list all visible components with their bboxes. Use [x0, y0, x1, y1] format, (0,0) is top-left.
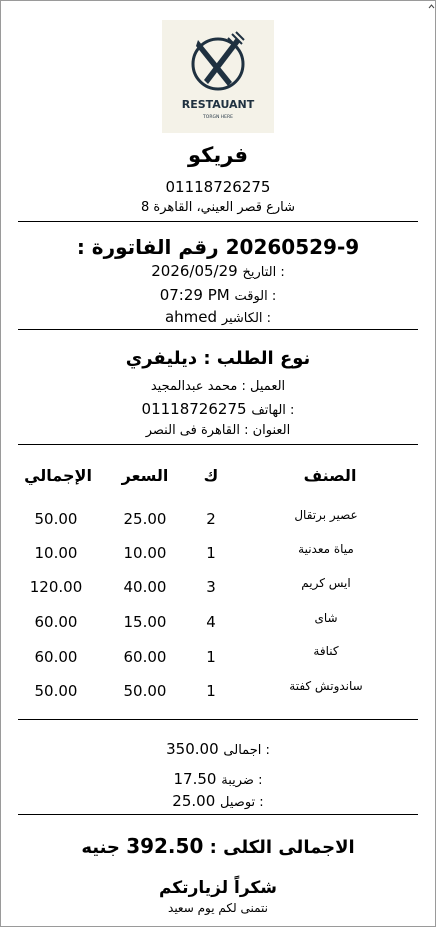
row-price: 50.00	[123, 682, 167, 700]
order-customer-label: العميل :	[241, 379, 286, 394]
subtotal-value: 350.00	[166, 740, 219, 758]
col-header-item: الصنف	[303, 466, 357, 485]
invoice-date-label: التاريخ :	[242, 265, 285, 280]
order-phone-label: الهاتف :	[251, 403, 295, 418]
row-item-name: ساندوتش كفتة	[289, 679, 363, 693]
delivery-label: توصيل :	[220, 795, 264, 810]
order-address-line	[0, 423, 436, 438]
col-header-total: الإجمالي	[24, 466, 92, 485]
logo-graphic	[162, 20, 274, 133]
row-qty: 1	[206, 648, 216, 666]
divider	[18, 719, 418, 720]
order-address-label: العنوان :	[244, 423, 291, 438]
row-price: 60.00	[123, 648, 167, 666]
divider	[18, 444, 418, 445]
row-qty: 1	[206, 544, 216, 562]
restaurant-address: شارع قصر العيني، القاهرة 8	[140, 200, 296, 215]
grand-total-value: 392.50	[126, 834, 204, 858]
order-customer-value: محمد عبدالمجيد	[150, 379, 238, 394]
restaurant-phone: 01118726275	[165, 178, 271, 196]
restaurant-logo	[162, 20, 274, 133]
row-qty: 2	[206, 510, 216, 528]
delivery-line	[0, 792, 436, 810]
logo-text: RESTAUANT	[181, 98, 255, 111]
logo-tagline: TORGN HERE	[203, 115, 233, 120]
tax-value: 17.50	[173, 770, 217, 788]
row-qty: 1	[206, 682, 216, 700]
row-price: 10.00	[123, 544, 167, 562]
subtotal-label: اجمالى :	[223, 743, 270, 758]
row-price: 15.00	[123, 613, 167, 631]
delivery-value: 25.00	[172, 792, 216, 810]
order-address-value: القاهرة فى النصر	[145, 423, 240, 438]
row-item-name: عصير برتقال	[294, 508, 358, 522]
row-total: 60.00	[34, 613, 78, 631]
row-total: 50.00	[34, 682, 78, 700]
col-header-qty: ك	[203, 466, 219, 485]
invoice-date-line	[0, 262, 436, 280]
row-item-name: ايس كريم	[301, 576, 351, 590]
invoice-number-value: 20260529-9	[225, 235, 360, 259]
col-header-price: السعر	[121, 466, 169, 485]
footer-thanks: شكراً لزيارتكم	[158, 878, 278, 898]
order-customer-line	[0, 379, 436, 394]
tax-line	[0, 770, 436, 788]
footer-wish: نتمنى لكم يوم سعيد	[168, 901, 268, 915]
row-item-name: شاى	[314, 611, 338, 625]
divider	[18, 221, 418, 222]
row-total: 10.00	[34, 544, 78, 562]
row-total: 60.00	[34, 648, 78, 666]
order-phone-line	[0, 400, 436, 418]
invoice-date-value: 2026/05/29	[151, 262, 238, 280]
row-item-name: كنافة	[313, 644, 339, 658]
knife-icon	[196, 40, 232, 86]
row-item-name: مياة معدنية	[298, 542, 354, 556]
row-total: 50.00	[34, 510, 78, 528]
divider	[18, 814, 418, 815]
order-phone-value: 01118726275	[141, 400, 247, 418]
grand-total-line	[0, 834, 436, 858]
order-type-value: ديليفري	[125, 348, 198, 369]
invoice-time-label: الوقت :	[234, 289, 277, 304]
invoice-cashier-line	[0, 308, 436, 326]
invoice-cashier-label: الكاشير :	[221, 311, 272, 326]
invoice-time-line	[0, 286, 436, 304]
grand-total-currency: جنيه	[81, 837, 120, 858]
row-price: 40.00	[123, 578, 167, 596]
row-qty: 3	[206, 578, 216, 596]
invoice-time-value: 07:29 PM	[159, 286, 230, 304]
tax-label: ضريبة :	[221, 773, 263, 788]
invoice-number-label: رقم الفاتورة :	[76, 235, 219, 259]
row-qty: 4	[206, 613, 216, 631]
invoice-number-line	[0, 235, 436, 259]
subtotal-line	[0, 740, 436, 758]
row-total: 120.00	[29, 578, 83, 596]
order-type-line	[0, 348, 436, 369]
scroll-up-icon[interactable]	[428, 2, 435, 12]
restaurant-name: فريكو	[187, 143, 249, 167]
order-type-label: نوع الطلب :	[203, 348, 311, 369]
invoice-cashier-value: ahmed	[164, 308, 218, 326]
grand-total-label: الاجمالى الكلى :	[209, 837, 355, 858]
divider	[18, 329, 418, 330]
row-price: 25.00	[123, 510, 167, 528]
